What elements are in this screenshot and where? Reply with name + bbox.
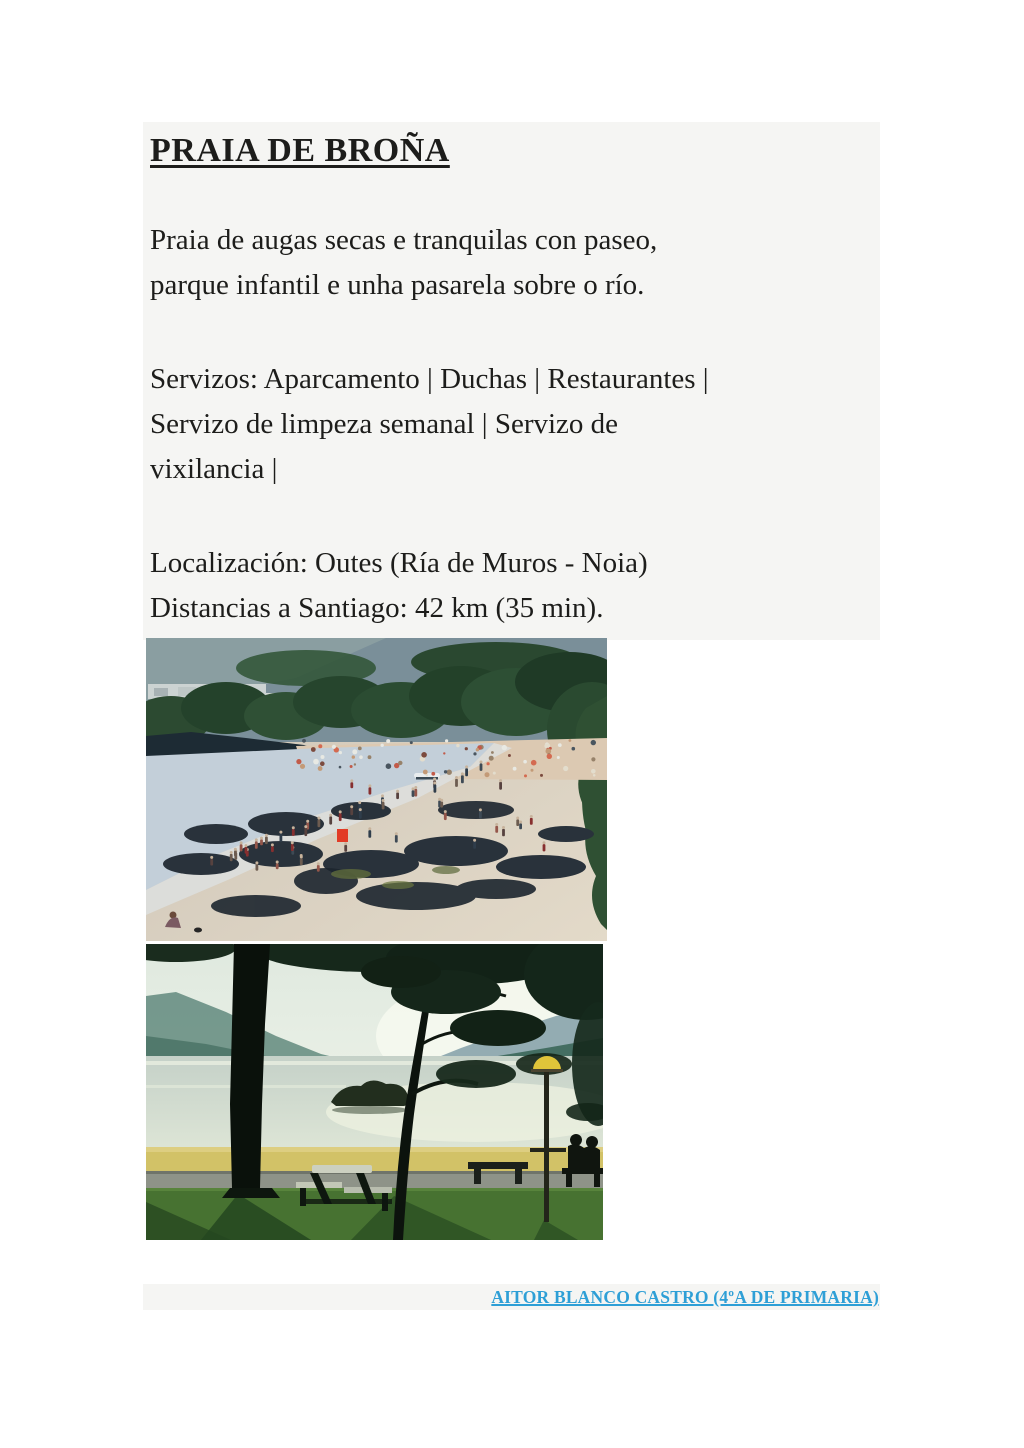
paragraph-description <box>150 218 880 308</box>
author-link[interactable]: AITOR BLANCO CASTRO (4ºA DE PRIMARIA) <box>491 1287 879 1307</box>
text-block <box>143 122 880 640</box>
paragraph-services <box>150 357 880 492</box>
page-title: PRAIA DE BROÑA <box>150 132 450 169</box>
paragraph-location <box>150 541 880 631</box>
paragraph-line: parque infantil e unha pasarela sobre o río. <box>150 269 645 301</box>
bay-trees-photo <box>146 944 603 1240</box>
paragraph-line: Servizo de limpeza semanal | Servizo de <box>150 408 619 440</box>
paragraph-line: Praia de augas secas e tranquilas con paseo, <box>150 224 658 256</box>
footer-band <box>143 1284 880 1310</box>
paragraph-line: Distancias a Santiago: 42 km (35 min). <box>150 592 604 624</box>
paragraph-line: vixilancia | <box>150 453 278 485</box>
paragraph-line: Servizos: Aparcamento | Duchas | Restaurantes | <box>150 363 709 395</box>
paragraph-line: Localización: Outes (Ría de Muros - Noia) <box>150 547 648 579</box>
beach-photo-illustration <box>146 638 607 941</box>
beach-crowd-photo <box>146 638 607 941</box>
bay-photo-illustration <box>146 944 603 1240</box>
